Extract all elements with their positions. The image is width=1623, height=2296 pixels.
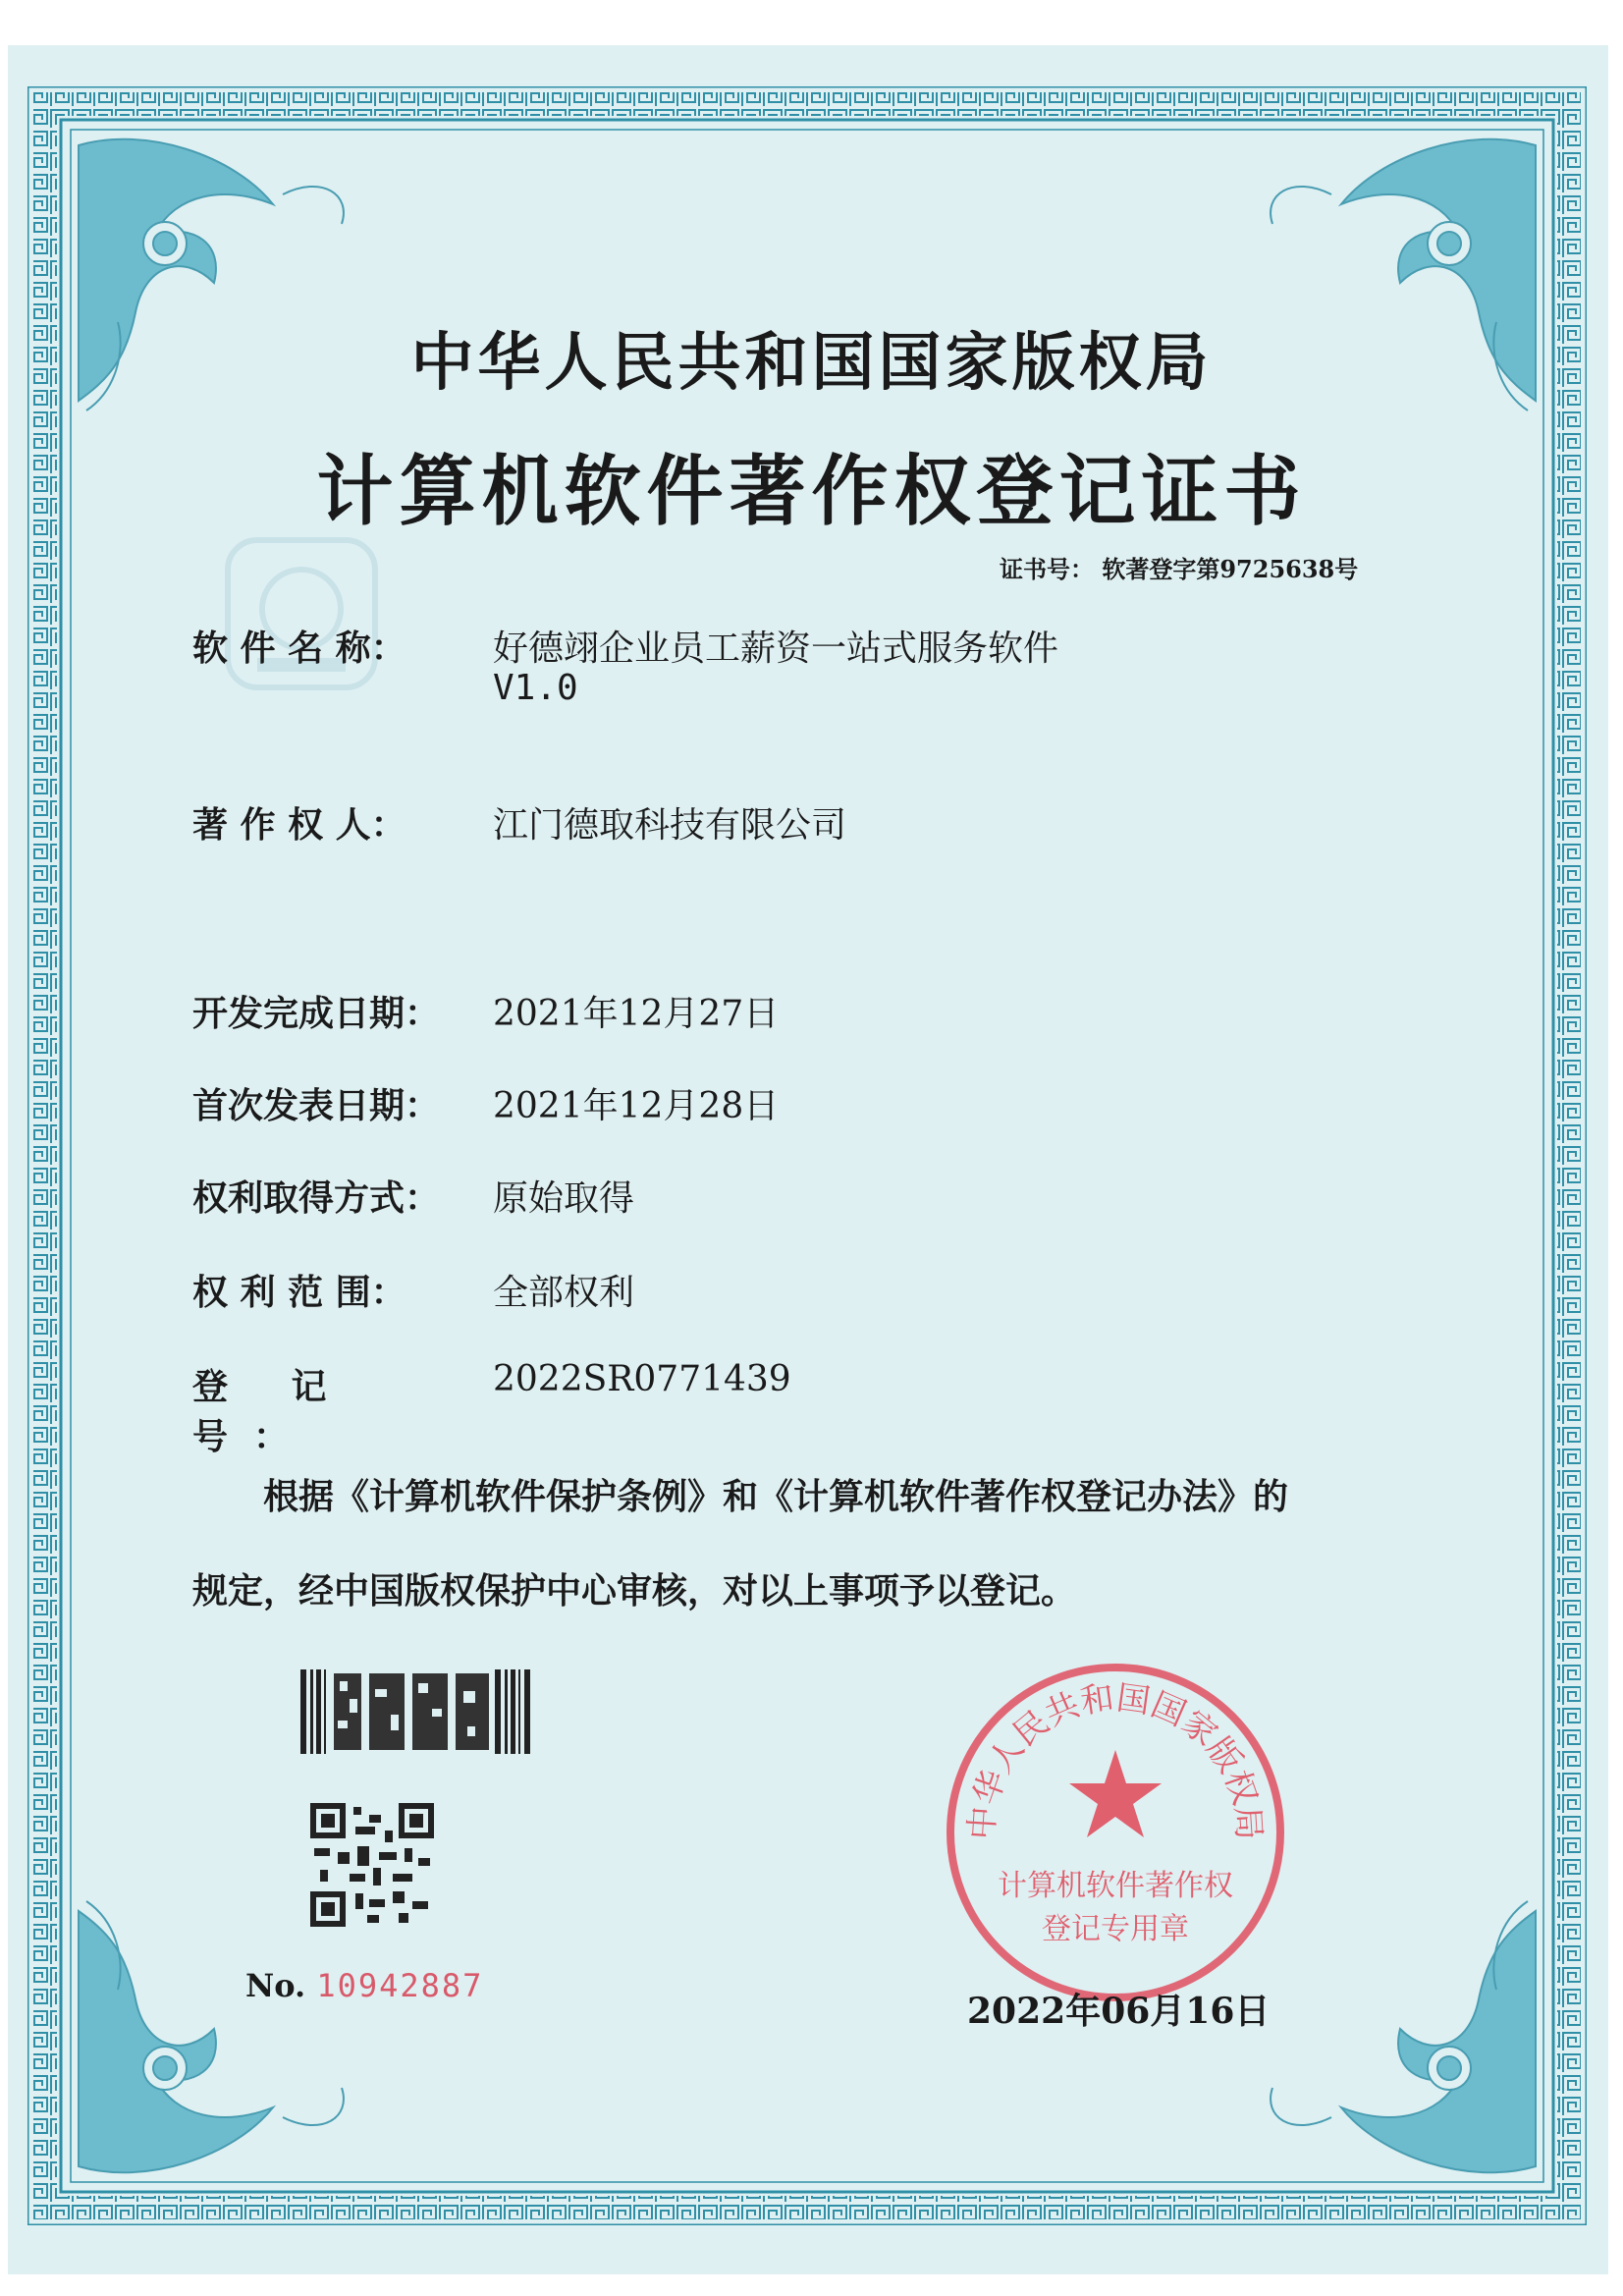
software-version-value: V1.0 (493, 668, 578, 708)
pub-date-value: 2021年12月28日 (493, 1086, 780, 1126)
pub-date-label: 首次发表日期： (192, 1085, 441, 1126)
owner-value: 江门德取科技有限公司 (493, 805, 847, 846)
acquire-row (192, 1171, 635, 1221)
reg-no-row (192, 1359, 791, 1459)
dev-date-row (192, 986, 780, 1036)
reg-no-value: 2022SR0771439 (493, 1359, 791, 1399)
seal-inner-line-1: 计算机软件著作权 (998, 1869, 1233, 1903)
certificate-number (1000, 550, 1358, 584)
watermark-emblem (218, 530, 385, 697)
owner-row (192, 797, 847, 847)
serial-number (245, 1967, 483, 2004)
scope-value: 全部权利 (493, 1273, 635, 1313)
barcode (300, 1669, 536, 1754)
qr-code (310, 1803, 434, 1927)
acquire-value: 原始取得 (493, 1178, 635, 1219)
dev-date-value: 2021年12月27日 (493, 994, 780, 1034)
software-name-row (192, 621, 1059, 671)
software-name-label: 软 件 名 称： (192, 628, 406, 669)
seal-inner-line-2: 登记专用章 (1042, 1912, 1189, 1946)
cert-no-value: 软著登字第9725638号 (1102, 555, 1359, 583)
seal-star-icon (1069, 1750, 1162, 1837)
scope-row (192, 1265, 635, 1315)
decorative-border (27, 86, 1587, 2225)
official-seal (943, 1660, 1288, 2005)
registration-statement (192, 1449, 1449, 1638)
acquire-label: 权利取得方式： (192, 1177, 441, 1219)
owner-label: 著 作 权 人： (192, 804, 406, 846)
seal-outer-text: 中华人民共和国国家版权局 (962, 1677, 1269, 1841)
serial-no-label: No. (245, 1967, 306, 2004)
statement-line-1: 根据《计算机软件保护条例》和《计算机软件著作权登记办法》的 (263, 1476, 1289, 1517)
issue-date: 2022年06月16日 (967, 1991, 1271, 2032)
software-name-value: 好德翊企业员工薪资一站式服务软件 (493, 629, 1059, 669)
authority-title: 中华人民共和国国家版权局 (410, 326, 1213, 400)
scope-label: 权 利 范 围： (192, 1272, 406, 1313)
reg-no-label: 登 记 号： (192, 1366, 352, 1457)
statement-line-2: 规定，经中国版权保护中心审核，对以上事项予以登记。 (192, 1570, 1077, 1612)
serial-no-value: 10942887 (316, 1967, 484, 2004)
certificate-title: 计算机软件著作权登记证书 (316, 447, 1307, 536)
dev-date-label: 开发完成日期： (192, 993, 441, 1034)
pub-date-row (192, 1078, 780, 1128)
cert-no-label: 证书号： (1000, 555, 1094, 583)
